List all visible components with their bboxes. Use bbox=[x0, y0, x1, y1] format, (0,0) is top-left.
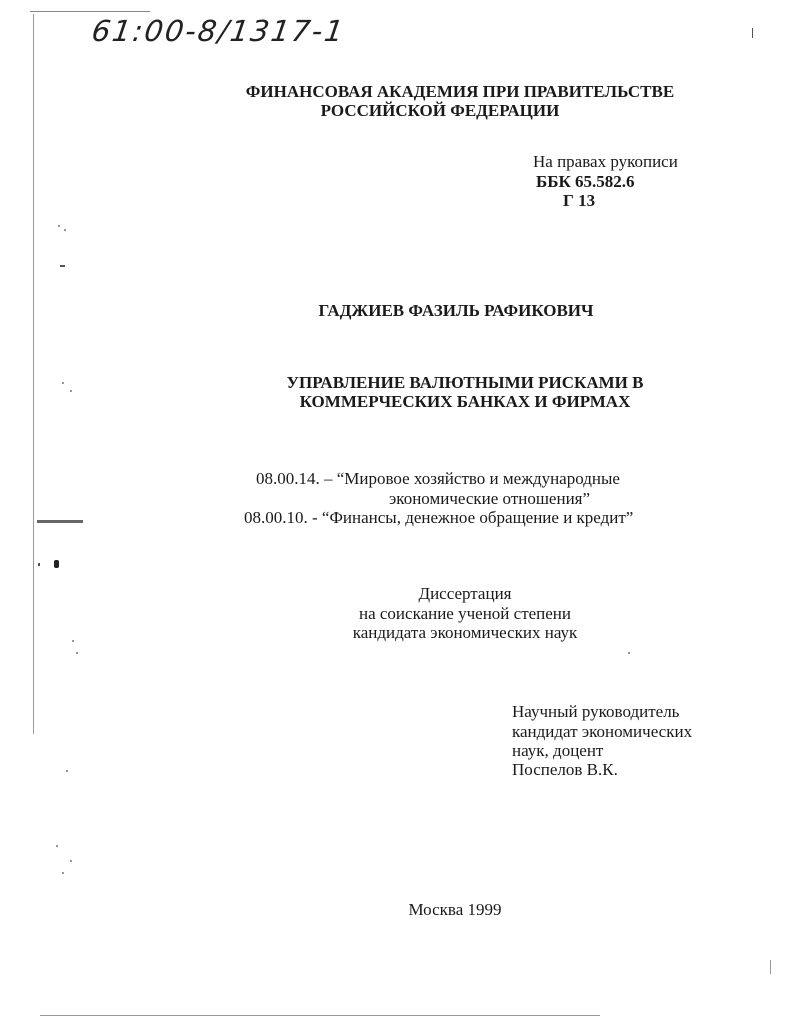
scan-mark-left-3 bbox=[54, 560, 59, 568]
author-name: ГАДЖИЕВ ФАЗИЛЬ РАФИКОВИЧ bbox=[318, 301, 594, 320]
scan-speck bbox=[628, 652, 630, 654]
scan-speck bbox=[58, 225, 60, 227]
scan-speck bbox=[66, 770, 68, 772]
specialty-1-line-2: экономические отношения” bbox=[389, 489, 591, 508]
scan-mark-right bbox=[752, 28, 753, 38]
supervisor-line-3: наук, доцент bbox=[512, 741, 604, 760]
scan-speck bbox=[76, 652, 78, 654]
scan-speck bbox=[56, 845, 58, 847]
title-line-1: УПРАВЛЕНИЕ ВАЛЮТНЫМИ РИСКАМИ В bbox=[286, 373, 644, 392]
supervisor-name: Поспелов В.К. bbox=[512, 760, 618, 779]
scan-border-bottom bbox=[40, 1015, 600, 1016]
scan-speck bbox=[70, 860, 72, 862]
scan-mark-left-1 bbox=[60, 265, 65, 267]
title-line-2: КОММЕРЧЕСКИХ БАНКАХ И ФИРМАХ bbox=[299, 392, 631, 411]
scan-speck bbox=[72, 640, 74, 642]
institution-line-2: РОССИЙСКОЙ ФЕДЕРАЦИИ bbox=[320, 101, 560, 120]
scan-mark-left-2 bbox=[37, 520, 83, 523]
dissertation-line-1: Диссертация bbox=[418, 584, 512, 603]
scan-speck bbox=[64, 229, 66, 231]
city-year: Москва 1999 bbox=[408, 900, 502, 919]
handwritten-catalog-number: 61:00-8/1317-1 bbox=[89, 14, 348, 48]
author-sign: Г 13 bbox=[563, 191, 596, 210]
dissertation-line-3: кандидата экономических наук bbox=[352, 623, 578, 642]
specialty-1-line-1: 08.00.14. – “Мировое хозяйство и международные bbox=[256, 469, 620, 488]
scan-speck bbox=[62, 872, 64, 874]
scan-border-left bbox=[33, 14, 34, 734]
supervisor-line-1: Научный руководитель bbox=[512, 702, 680, 721]
scan-speck bbox=[62, 382, 64, 384]
manuscript-rights: На правах рукописи bbox=[533, 152, 678, 171]
scan-mark-right-lower bbox=[770, 960, 771, 974]
dissertation-line-2: на соискание ученой степени bbox=[358, 604, 572, 623]
bbk-code: ББК 65.582.6 bbox=[536, 172, 635, 191]
scan-border-top bbox=[30, 11, 150, 12]
scan-mark-left-4 bbox=[38, 563, 40, 566]
scan-speck bbox=[70, 390, 72, 392]
institution-line-1: ФИНАНСОВАЯ АКАДЕМИЯ ПРИ ПРАВИТЕЛЬСТВЕ bbox=[245, 82, 675, 101]
specialty-2: 08.00.10. - “Финансы, денежное обращение и кредит” bbox=[244, 508, 634, 527]
supervisor-line-2: кандидат экономических bbox=[512, 722, 693, 741]
